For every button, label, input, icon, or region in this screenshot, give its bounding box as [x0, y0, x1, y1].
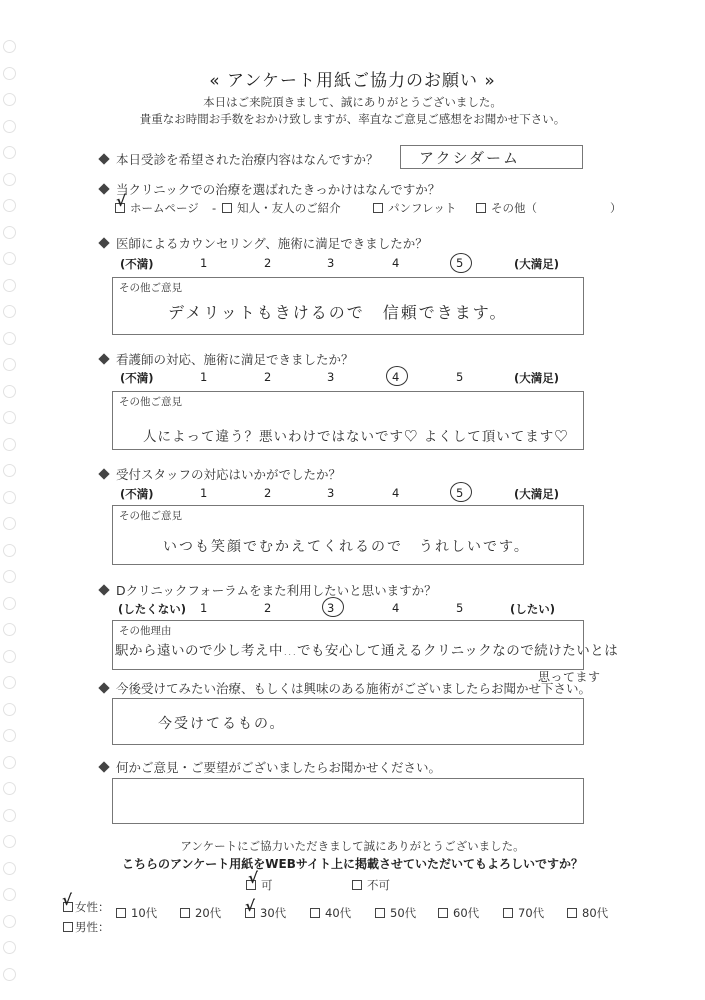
footer-thanks: アンケートにご協力いただきまして誠にありがとうございました。: [180, 839, 525, 853]
checkbox-pamphlet[interactable]: [373, 203, 383, 213]
binder-hole: [3, 173, 16, 186]
binder-hole: [3, 199, 16, 212]
binder-hole: [3, 279, 16, 292]
q3-comment: デメリットもきけるので 信頼できます。: [168, 303, 508, 322]
binder-hole: [3, 915, 16, 928]
binder-hole: [3, 756, 16, 769]
diamond-bullet-icon: [98, 584, 109, 595]
q6-comment-line-2: 思ってます: [538, 670, 601, 684]
intro-line-2: 貴重なお時間お手数をおかけ致しますが、率直なご意見ご感想をお聞かせ下さい。: [139, 112, 566, 126]
checkbox-age-50[interactable]: [375, 908, 385, 918]
option-homepage[interactable]: ホームページ: [115, 200, 199, 216]
selected-circle-4: [386, 366, 408, 386]
question-1-text: 本日受診を希望された治療内容はなんですか？: [116, 152, 379, 167]
q5-comment: いつも笑顔でむかえてくれるので うれしいです。: [163, 539, 530, 555]
q7-answer: 今受けてるもの。: [158, 716, 286, 732]
selected-circle-5: [450, 253, 472, 273]
binder-hole: [3, 703, 16, 716]
question-2-text: 当クリニックでの治療を選ばれたきっかけはなんですか？: [116, 182, 441, 197]
check-mark-icon: √: [116, 192, 127, 210]
binder-hole: [3, 358, 16, 371]
q7-answer-box[interactable]: [112, 698, 584, 745]
checkbox-male[interactable]: [63, 922, 73, 932]
page-title: « アンケート用紙ご協力のお願い »: [209, 71, 496, 91]
q1-answer: アクシダーム: [419, 149, 520, 167]
age-option-50[interactable]: 50代: [375, 905, 416, 921]
option-other[interactable]: その他（: [476, 200, 537, 216]
diamond-bullet-icon: [98, 237, 109, 248]
binder-hole: [3, 888, 16, 901]
q8-answer-box[interactable]: [112, 778, 584, 824]
question-6: [100, 581, 437, 599]
check-mark-icon: √: [62, 891, 73, 909]
binder-hole: [3, 491, 16, 504]
option-friend[interactable]: - 知人・友人のご紹介: [212, 201, 341, 215]
binder-hole: [3, 438, 16, 451]
question-7: [100, 679, 591, 697]
age-option-10[interactable]: 10代: [116, 905, 157, 921]
option-other-close: ）: [610, 201, 622, 215]
selected-circle-5: [450, 482, 472, 502]
q4-comment: 人によって違う？悪いわけではないです♡ よくして頂いてます♡: [143, 429, 569, 445]
comment-label: その他ご意見: [119, 282, 182, 294]
binder-hole: [3, 676, 16, 689]
check-mark-icon: √: [245, 897, 256, 915]
publish-ok-option[interactable]: 可: [246, 877, 273, 893]
binder-hole: [3, 650, 16, 663]
age-option-20[interactable]: 20代: [180, 905, 221, 921]
checkbox-other[interactable]: [476, 203, 486, 213]
binder-hole: [3, 729, 16, 742]
age-option-70[interactable]: 70代: [503, 905, 544, 921]
q4-comment-box[interactable]: [112, 391, 584, 450]
q3-comment-box[interactable]: [112, 277, 584, 335]
footer-question: こちらのアンケート用紙をWEBサイト上に掲載させていただいてもよろしいですか？: [121, 857, 584, 871]
age-option-80[interactable]: 80代: [567, 905, 608, 921]
binder-hole: [3, 385, 16, 398]
checkbox-age-20[interactable]: [180, 908, 190, 918]
binder-hole: [3, 809, 16, 822]
q5-comment-box[interactable]: [112, 505, 584, 565]
age-option-30[interactable]: 30代: [245, 905, 286, 921]
intro-line-1: 本日はご来院頂きまして、誠にありがとうございました。: [203, 95, 502, 109]
binder-hole: [3, 623, 16, 636]
question-5-text: 受付スタッフの対応はいかがでしたか？: [116, 467, 342, 482]
selected-circle-3: [322, 597, 344, 617]
question-4-text: 看護師の対応、施術に満足できましたか？: [116, 352, 354, 367]
diamond-bullet-icon: [98, 353, 109, 364]
checkbox-age-60[interactable]: [438, 908, 448, 918]
publish-ng-option[interactable]: 不可: [352, 877, 390, 893]
checkbox-friend[interactable]: [222, 203, 232, 213]
diamond-bullet-icon: [98, 468, 109, 479]
checkbox-age-80[interactable]: [567, 908, 577, 918]
checkbox-age-70[interactable]: [503, 908, 513, 918]
q1-answer-box[interactable]: [400, 145, 583, 169]
question-2: [100, 180, 440, 198]
comment-label: その他ご意見: [119, 396, 182, 408]
question-7-text: 今後受けてみたい治療、もしくは興味のある施術がございましたらお聞かせ下さい。: [116, 681, 592, 696]
binder-hole: [3, 782, 16, 795]
question-3-text: 医師によるカウンセリング、施術に満足できましたか？: [116, 236, 428, 251]
comment-label: その他ご意見: [119, 510, 182, 522]
checkbox-age-10[interactable]: [116, 908, 126, 918]
binder-hole: [3, 570, 16, 583]
binder-hole: [3, 411, 16, 424]
question-8-text: 何かご意見・ご要望がございましたらお聞かせください。: [116, 760, 442, 775]
q6-comment-box[interactable]: [112, 620, 619, 670]
binder-hole: [3, 544, 16, 557]
question-1: [100, 150, 379, 168]
binder-hole: [3, 146, 16, 159]
diamond-bullet-icon: [98, 682, 109, 693]
diamond-bullet-icon: [98, 153, 109, 164]
question-4: [100, 350, 354, 368]
question-8: [100, 758, 441, 776]
binder-hole: [3, 226, 16, 239]
binder-hole: [3, 464, 16, 477]
gender-male-option[interactable]: 男性：: [63, 919, 110, 935]
binder-hole: [3, 968, 16, 981]
diamond-bullet-icon: [98, 183, 109, 194]
age-option-60[interactable]: 60代: [438, 905, 479, 921]
binder-hole: [3, 40, 16, 53]
binder-hole: [3, 305, 16, 318]
option-pamphlet[interactable]: パンフレット: [373, 200, 456, 216]
binder-hole: [3, 517, 16, 530]
binder-hole: [3, 597, 16, 610]
diamond-bullet-icon: [98, 761, 109, 772]
comment-label: その他理由: [119, 625, 172, 637]
question-6-text: Dクリニックフォーラムをまた利用したいと思いますか？: [116, 583, 437, 598]
question-5: [100, 465, 341, 483]
binder-hole: [3, 941, 16, 954]
checkbox-age-40[interactable]: [310, 908, 320, 918]
check-mark-icon: √: [248, 869, 259, 887]
question-3: [100, 234, 428, 252]
gender-female-option[interactable]: 女性：: [63, 899, 110, 915]
binder-hole: [3, 332, 16, 345]
age-option-40[interactable]: 40代: [310, 905, 351, 921]
binder-hole: [3, 252, 16, 265]
q6-comment-line-1: 駅から遠いので少し考え中…でも安心して通えるクリニックなので続けたいとは: [115, 643, 619, 659]
checkbox-publish-ng[interactable]: [352, 880, 362, 890]
